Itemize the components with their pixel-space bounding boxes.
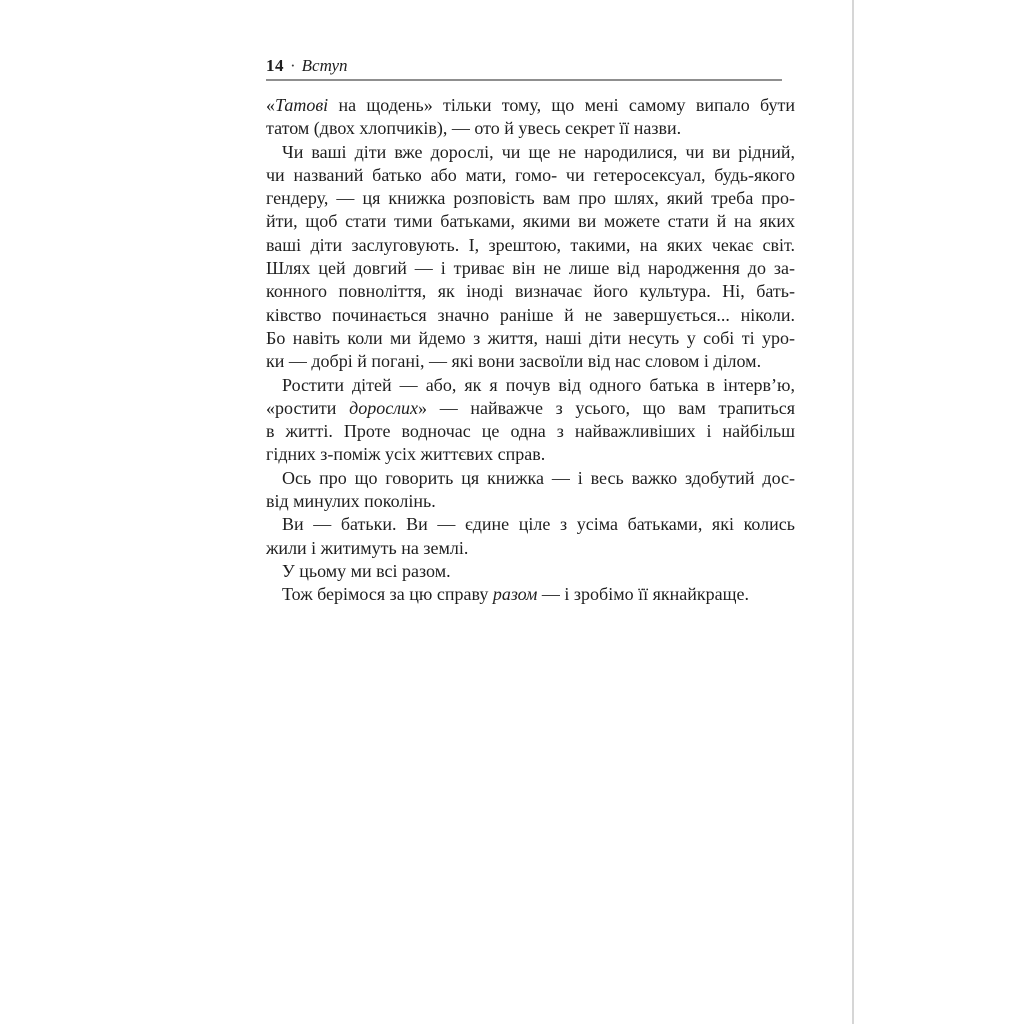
text-segment: гендеру, — ця книжка розповість вам про шлях, який треба про-: [266, 188, 795, 209]
emphasized-text: дорослих: [349, 397, 419, 418]
text-line: [266, 141, 795, 164]
page-edge-divider: [852, 0, 854, 1024]
text-segment: Шлях цей довгий — і триває він не лише від народження до за-: [266, 258, 795, 279]
text-line: [266, 257, 795, 280]
text-segment: ки — добрі й погані, — які вони засвоїли від нас словом і ділом.: [266, 351, 762, 372]
text-line: [266, 117, 795, 140]
emphasized-text: Татові: [275, 95, 329, 115]
text-line: [266, 164, 795, 187]
text-segment: Бо навіть коли ми йдемо з життя, наші діти несуть у собі ті уро-: [266, 327, 795, 348]
paragraph: [266, 560, 795, 583]
text-line: [266, 374, 795, 397]
page-number: 14: [266, 56, 284, 75]
text-segment: » — найважче з усього, що вам трапиться: [418, 397, 795, 418]
text-line: [266, 234, 795, 257]
text-line: [266, 397, 795, 420]
text-line: [266, 583, 795, 606]
text-segment: від минулих поколінь.: [266, 491, 436, 512]
text-segment: йти, щоб стати тими батьками, якими ви можете стати й на яких: [266, 211, 795, 232]
paragraph: [266, 374, 795, 467]
text-line: [266, 210, 795, 233]
text-segment: гідних з-поміж усіх життєвих справ.: [266, 444, 546, 465]
text-segment: конного повноліття, як іноді визначає його культура. Ні, бать-: [266, 281, 795, 302]
text-line: [266, 537, 795, 560]
text-segment: жили і житимуть на землі.: [266, 537, 469, 558]
text-segment: «: [266, 95, 275, 115]
paragraph: [266, 583, 795, 606]
header-separator: ·: [290, 56, 296, 75]
text-line: [266, 420, 795, 443]
text-segment: Ось про що говорить ця книжка — і весь важко здобутий дос-: [282, 467, 795, 488]
paragraph: [266, 467, 795, 514]
paragraph: [266, 94, 795, 141]
text-line: [266, 467, 795, 490]
text-segment: У цьому ми всі разом.: [282, 560, 451, 581]
text-line: [266, 350, 795, 373]
section-title: Вступ: [301, 56, 348, 75]
text-segment: Ростити дітей — або, як я почув від одного батька в інтерв’ю,: [282, 374, 795, 395]
text-segment: — і зробімо її якнайкраще.: [537, 584, 749, 605]
text-segment: Тож берімося за цю справу: [282, 584, 493, 605]
text-line: [266, 327, 795, 350]
text-line: [266, 560, 795, 583]
text-segment: ваші діти заслуговують. І, зрештою, такими, на яких чекає світ.: [266, 234, 795, 255]
text-line: [266, 443, 795, 466]
text-segment: Ви — батьки. Ви — єдине ціле з усіма батьками, які колись: [282, 514, 795, 535]
paragraph: [266, 513, 795, 560]
text-line: [266, 280, 795, 303]
text-segment: в житті. Проте водночас це одна з найважливіших і найбільш: [266, 421, 795, 442]
text-line: [266, 187, 795, 210]
body-text: [266, 94, 795, 607]
emphasized-text: разом: [492, 584, 538, 605]
page-header: [266, 57, 795, 75]
text-segment: татом (двох хлопчиків), — ото й увесь секрет її назви.: [266, 118, 682, 139]
header-rule: [266, 79, 782, 81]
text-segment: Чи ваші діти вже дорослі, чи ще не народилися, чи ви рідний,: [282, 141, 795, 162]
text-segment: чи названий батько або мати, гомо- чи гетеросексуал, будь-якого: [266, 164, 795, 185]
text-line: [266, 304, 795, 327]
text-line: [266, 490, 795, 513]
text-line: [266, 94, 795, 117]
text-segment: «ростити: [266, 397, 350, 418]
text-line: [266, 513, 795, 536]
page-content: [266, 57, 795, 607]
text-segment: на щодень» тільки тому, що мені самому випало бути: [328, 95, 795, 115]
paragraph: [266, 141, 795, 374]
text-segment: ківство починається значно раніше й не завершується... ніколи.: [266, 304, 795, 325]
